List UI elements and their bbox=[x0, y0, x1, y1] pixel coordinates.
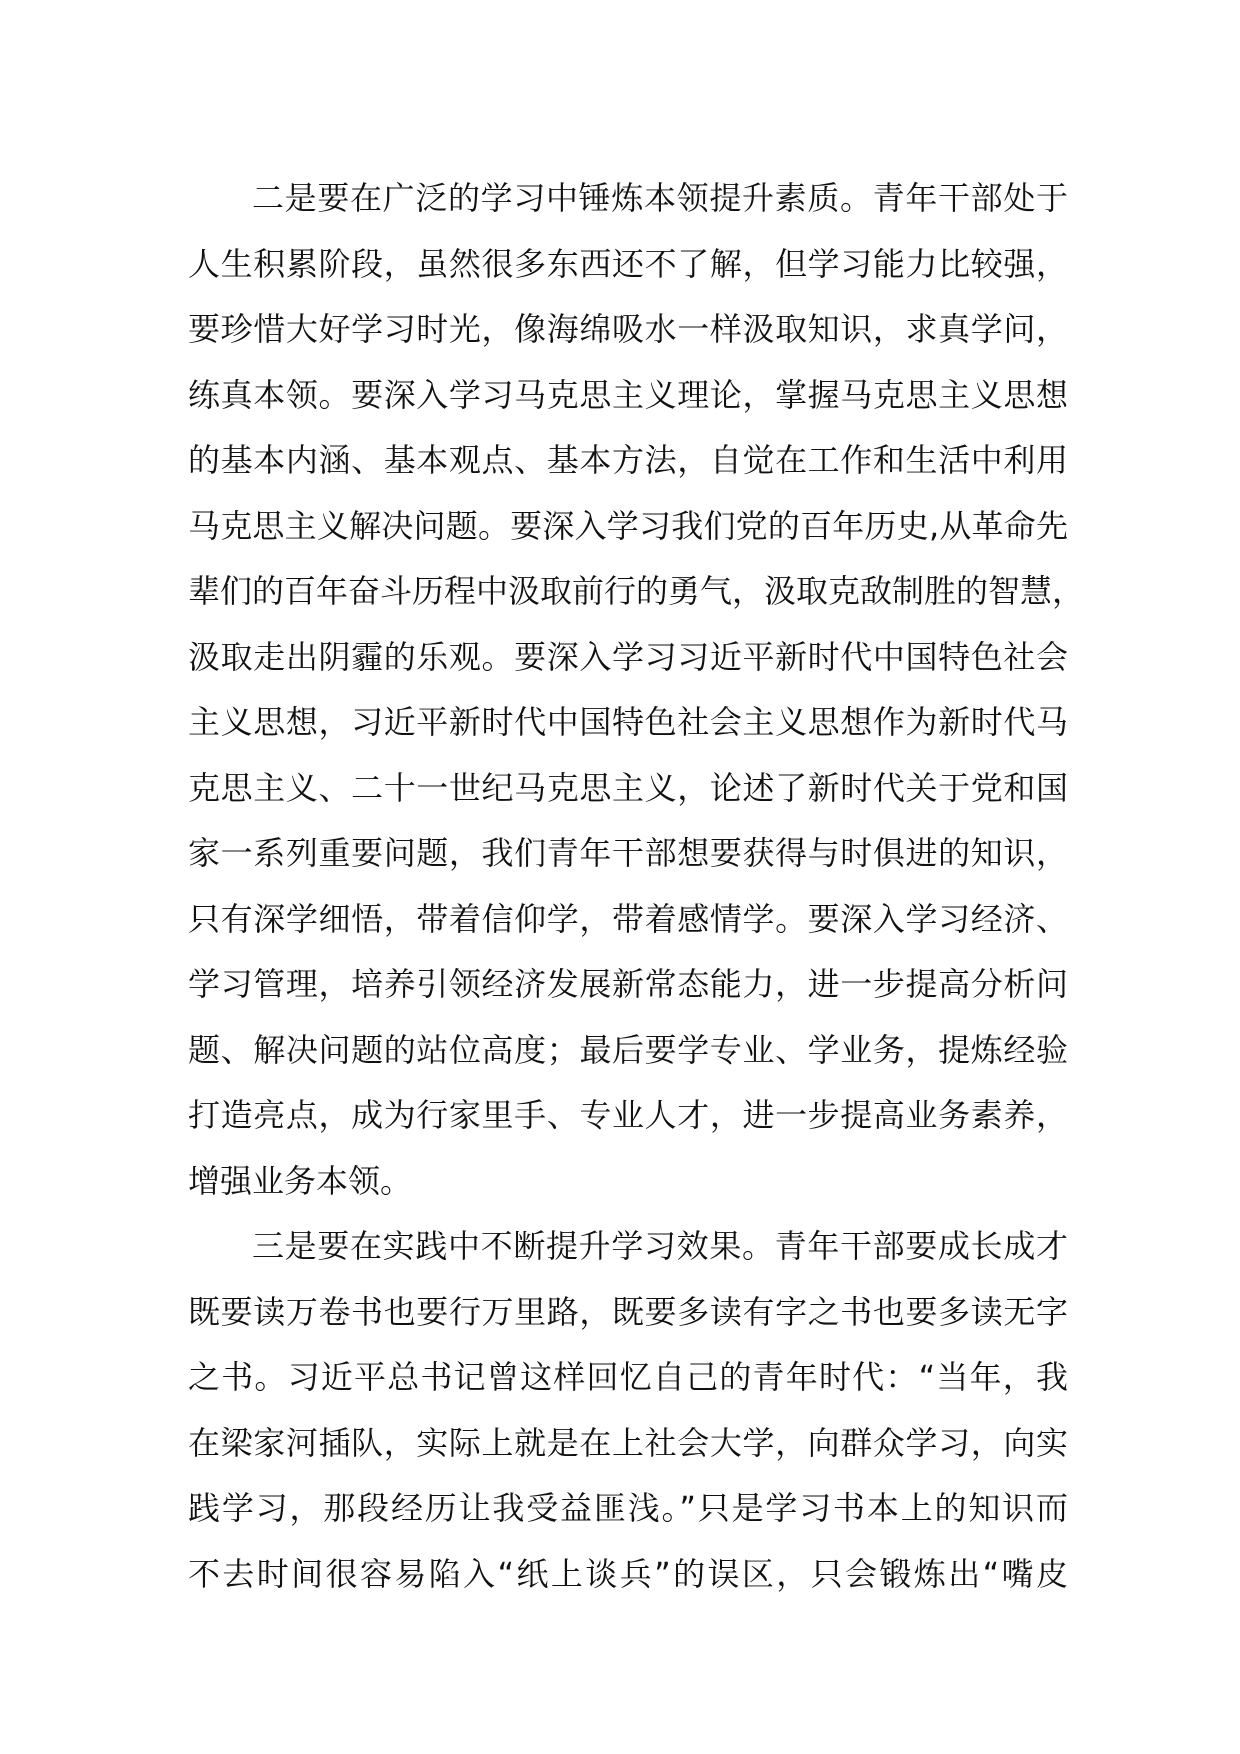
text-line: 的基本内涵、基本观点、基本方法，自觉在工作和生活中利用 bbox=[188, 441, 1068, 479]
text-line: 人生积累阶段，虽然很多东西还不了解，但学习能力比较强， bbox=[188, 244, 1068, 283]
paragraph-2-study bbox=[188, 166, 1085, 1214]
text-line: 三是要在实践中不断提升学习效果。青年干部要成长成才 bbox=[252, 1227, 1068, 1265]
text-line: 马克思主义解决问题。要深入学习我们党的百年历史,从革命先 bbox=[188, 506, 1068, 545]
text-line: 打造亮点，成为行家里手、专业人才，进一步提高业务素养， bbox=[188, 1096, 1068, 1134]
text-line: 增强业务本领。 bbox=[188, 1161, 413, 1200]
text-line: 克思主义、二十一世纪马克思主义，论述了新时代关于党和国 bbox=[188, 768, 1068, 807]
text-line: 题、解决问题的站位高度；最后要学专业、学业务，提炼经验 bbox=[188, 1030, 1068, 1069]
text-line: 辈们的百年奋斗历程中汲取前行的勇气，汲取克敌制胜的智慧， bbox=[188, 572, 1085, 610]
text-line: 汲取走出阴霾的乐观。要深入学习习近平新时代中国特色社会 bbox=[188, 637, 1068, 676]
text-line: 家一系列重要问题，我们青年干部想要获得与时俱进的知识， bbox=[188, 834, 1068, 872]
text-line: 二是要在广泛的学习中锤炼本领提升素质。青年干部处于 bbox=[252, 179, 1068, 217]
text-line: 练真本领。要深入学习马克思主义理论，掌握马克思主义思想 bbox=[188, 375, 1068, 414]
paragraph-3-practice bbox=[188, 1214, 1068, 1607]
text-line: 践学习，那段经历让我受益匪浅。”只是学习书本上的知识而 bbox=[188, 1489, 1068, 1527]
text-line: 之书。习近平总书记曾这样回忆自己的青年时代：“当年，我 bbox=[188, 1358, 1068, 1396]
text-line: 要珍惜大好学习时光，像海绵吸水一样汲取知识，求真学问， bbox=[188, 310, 1068, 348]
document-body bbox=[188, 166, 1085, 1607]
text-line: 不去时间很容易陷入“纸上谈兵”的误区，只会锻炼出“嘴皮 bbox=[188, 1554, 1068, 1593]
text-line: 既要读万卷书也要行万里路，既要多读有字之书也要多读无字 bbox=[188, 1292, 1068, 1331]
text-line: 在梁家河插队，实际上就是在上社会大学，向群众学习，向实 bbox=[188, 1423, 1068, 1462]
text-line: 学习管理，培养引领经济发展新常态能力，进一步提高分析问 bbox=[188, 965, 1068, 1003]
text-line: 只有深学细悟，带着信仰学，带着感情学。要深入学习经济、 bbox=[188, 899, 1068, 938]
text-line: 主义思想，习近平新时代中国特色社会主义思想作为新时代马 bbox=[188, 703, 1068, 741]
